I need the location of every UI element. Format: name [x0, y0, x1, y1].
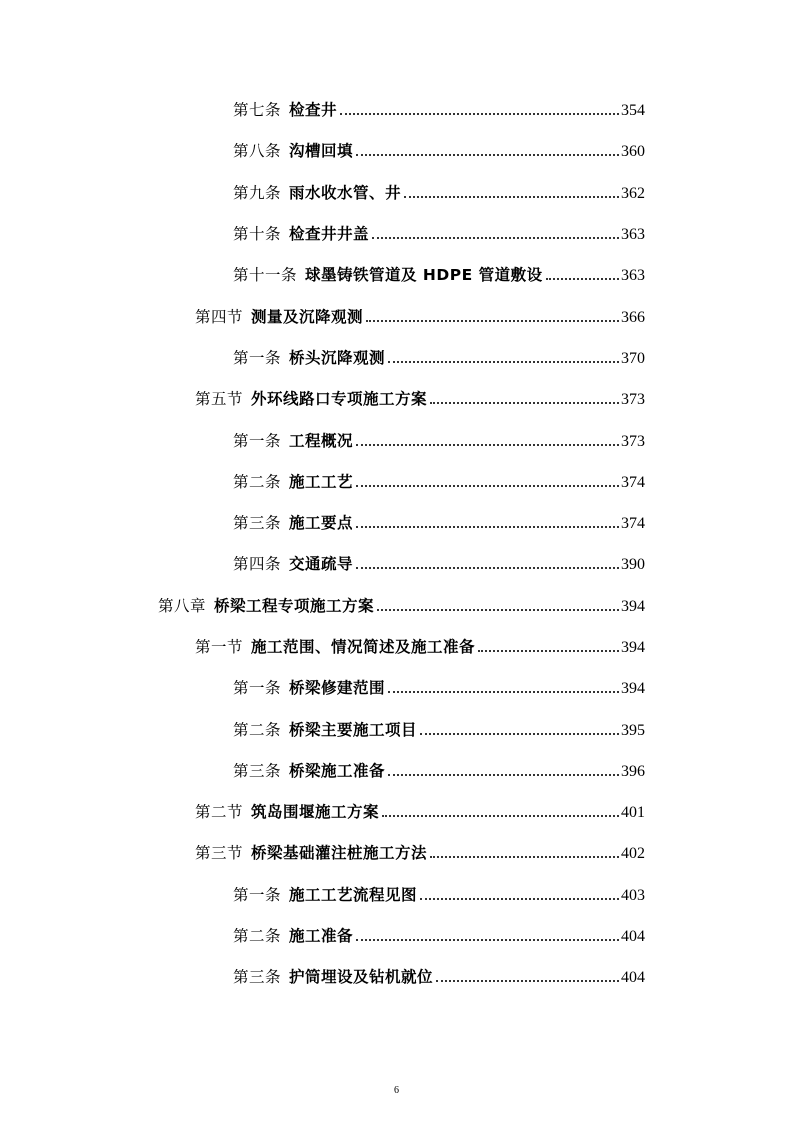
toc-entry-page-number: 373 — [621, 391, 645, 409]
toc-entry-title: 筑岛围堰施工方案 — [251, 803, 380, 822]
toc-entry-page-number: 404 — [621, 969, 645, 987]
toc-entry-title: 雨水收水管、井 — [289, 183, 402, 202]
toc-entry-page-number: 401 — [621, 804, 645, 822]
toc-entry[interactable] — [0, 255, 793, 296]
toc-entry[interactable] — [0, 833, 793, 874]
toc-entry[interactable] — [0, 420, 793, 461]
toc-entry-label: 第七条 — [233, 101, 282, 120]
toc-entry-label: 第二条 — [233, 720, 282, 739]
toc-entry-page-number: 366 — [621, 308, 645, 326]
toc-entry-page-number: 373 — [621, 432, 645, 450]
page-number: 6 — [394, 1085, 399, 1096]
toc-entry-label: 第八章 — [158, 596, 207, 615]
toc-entry-label: 第一条 — [233, 885, 282, 904]
toc-dot-leader — [546, 277, 619, 280]
toc-dot-leader — [420, 732, 619, 735]
toc-entry-label: 第十条 — [233, 225, 282, 244]
toc-dot-leader — [388, 690, 619, 693]
toc-dot-leader — [388, 773, 619, 776]
toc-entry-page-number: 370 — [621, 349, 645, 367]
toc-entry-line — [195, 802, 645, 823]
toc-entry[interactable] — [0, 296, 793, 337]
toc-entry[interactable] — [0, 627, 793, 668]
toc-entry[interactable] — [0, 668, 793, 709]
toc-entry-line — [233, 265, 645, 286]
toc-entry-label: 第一条 — [233, 679, 282, 698]
toc-entry-title: 测量及沉降观测 — [251, 307, 364, 326]
toc-entry-line — [158, 596, 645, 617]
toc-entry-label: 第八条 — [233, 142, 282, 161]
toc-dot-leader — [420, 897, 619, 900]
toc-entry-title: 桥梁主要施工项目 — [289, 720, 418, 739]
toc-entry-line — [233, 720, 645, 741]
toc-entry[interactable] — [0, 586, 793, 627]
toc-entry-title: 沟槽回填 — [289, 142, 354, 161]
toc-dot-leader — [430, 401, 619, 404]
toc-entry-page-number: 360 — [621, 143, 645, 161]
toc-dot-leader — [377, 608, 619, 611]
toc-entry-line — [233, 967, 645, 988]
toc-entry-page-number: 396 — [621, 762, 645, 780]
toc-entry-label: 第五节 — [195, 390, 244, 409]
toc-entry[interactable] — [0, 503, 793, 544]
toc-entry[interactable] — [0, 90, 793, 131]
toc-entry[interactable] — [0, 916, 793, 957]
toc-entry-title: 桥梁施工准备 — [289, 761, 386, 780]
toc-entry-line — [233, 183, 645, 204]
toc-entry-title: 交通疏导 — [289, 555, 354, 574]
toc-entry-label: 第一节 — [195, 638, 244, 656]
toc-entry-title: 护筒埋设及钻机就位 — [289, 968, 434, 987]
toc-dot-leader — [372, 236, 619, 239]
toc-entry-title: 检查井 — [289, 101, 338, 120]
toc-entry-label: 第一条 — [233, 348, 282, 367]
toc-entry-page-number: 390 — [621, 556, 645, 574]
toc-entry-label: 第二节 — [195, 803, 244, 822]
toc-entry-line — [233, 141, 645, 162]
toc-entry-line — [233, 348, 645, 369]
toc-entry-title: 施工要点 — [289, 514, 354, 533]
toc-entry-page-number: 394 — [621, 680, 645, 698]
toc-entry[interactable] — [0, 792, 793, 833]
toc-dot-leader — [404, 195, 619, 198]
toc-entry-page-number: 395 — [621, 721, 645, 739]
toc-entry-label: 第四节 — [195, 307, 244, 326]
toc-entry-line — [233, 100, 645, 121]
toc-dot-leader — [382, 814, 619, 817]
toc-dot-leader — [478, 649, 619, 652]
toc-dot-leader — [356, 484, 619, 487]
toc-entry-line — [195, 389, 645, 410]
toc-entry-page-number: 363 — [621, 267, 645, 285]
toc-entry[interactable] — [0, 379, 793, 420]
toc-dot-leader — [356, 443, 619, 446]
toc-dot-leader — [388, 360, 619, 363]
toc-entry[interactable] — [0, 957, 793, 998]
toc-entry-page-number: 404 — [621, 928, 645, 946]
toc-entry-line — [233, 885, 645, 906]
toc-entry-page-number: 394 — [621, 639, 645, 656]
toc-entry-page-number: 363 — [621, 226, 645, 244]
toc-entry-label: 第三节 — [195, 844, 244, 863]
toc-entry-label: 第四条 — [233, 555, 282, 574]
toc-entry-page-number: 354 — [621, 102, 645, 120]
toc-entry-line — [233, 513, 645, 534]
toc-entry-title: 检查井井盖 — [289, 225, 370, 244]
toc-entry-label: 第一条 — [233, 431, 282, 450]
toc-entry-page-number: 362 — [621, 184, 645, 202]
toc-entry-line — [233, 554, 645, 575]
toc-entry-title: 施工工艺 — [289, 472, 354, 491]
toc-dot-leader — [436, 979, 619, 982]
toc-entry-label: 第三条 — [233, 514, 282, 533]
toc-entry-line — [233, 431, 645, 452]
toc-entry-title: 球墨铸铁管道及 HDPE 管道敷设 — [305, 266, 543, 285]
toc-entry[interactable] — [0, 875, 793, 916]
toc-entry-title: 桥梁工程专项施工方案 — [214, 596, 375, 615]
toc-entry-line — [233, 926, 645, 947]
toc-entry-page-number: 403 — [621, 886, 645, 904]
toc-entry-page-number: 374 — [621, 473, 645, 491]
toc-dot-leader — [356, 153, 619, 156]
toc-entry-title: 桥梁基础灌注桩施工方法 — [251, 844, 428, 863]
toc-entry-label: 第九条 — [233, 183, 282, 202]
toc-entry-page-number: 374 — [621, 515, 645, 533]
toc-dot-leader — [356, 566, 619, 569]
toc-entry-title: 桥梁修建范围 — [289, 679, 386, 698]
toc-entry-line — [195, 637, 645, 658]
toc-entry-line — [233, 224, 645, 245]
toc-entry[interactable] — [0, 544, 793, 585]
toc-dot-leader — [356, 525, 619, 528]
toc-entry-line — [233, 472, 645, 493]
toc-entry[interactable] — [0, 751, 793, 792]
toc-entry-title: 施工工艺流程见图 — [289, 885, 418, 904]
toc-entry-label: 第三条 — [233, 968, 282, 987]
toc-entry-page-number: 394 — [621, 597, 645, 615]
toc-entry[interactable] — [0, 338, 793, 379]
toc-entry-title: 桥头沉降观测 — [289, 348, 386, 367]
toc-entry[interactable] — [0, 709, 793, 750]
toc-dot-leader — [366, 319, 619, 322]
toc-entry-line — [195, 307, 645, 328]
toc-entry-line — [195, 843, 645, 864]
toc-entry-page-number: 402 — [621, 845, 645, 863]
toc-entry-label: 第二条 — [233, 927, 282, 946]
toc-entry-label: 第十一条 — [233, 266, 298, 285]
toc-entry-label: 第二条 — [233, 472, 282, 491]
toc-dot-leader — [356, 938, 619, 941]
toc-entry[interactable] — [0, 214, 793, 255]
toc-dot-leader — [430, 855, 619, 858]
toc-entry-title: 工程概况 — [289, 431, 354, 450]
toc-entry-title: 施工范围、情况简述及施工准备 — [251, 638, 476, 656]
toc-dot-leader — [340, 112, 619, 115]
toc-entry-line — [233, 678, 645, 699]
toc-entry[interactable] — [0, 173, 793, 214]
table-of-contents — [0, 90, 793, 999]
toc-entry-title: 施工准备 — [289, 927, 354, 946]
toc-entry-line — [233, 761, 645, 782]
toc-entry[interactable] — [0, 462, 793, 503]
toc-entry-label: 第三条 — [233, 761, 282, 780]
toc-entry[interactable] — [0, 131, 793, 172]
toc-entry-title: 外环线路口专项施工方案 — [251, 390, 428, 409]
